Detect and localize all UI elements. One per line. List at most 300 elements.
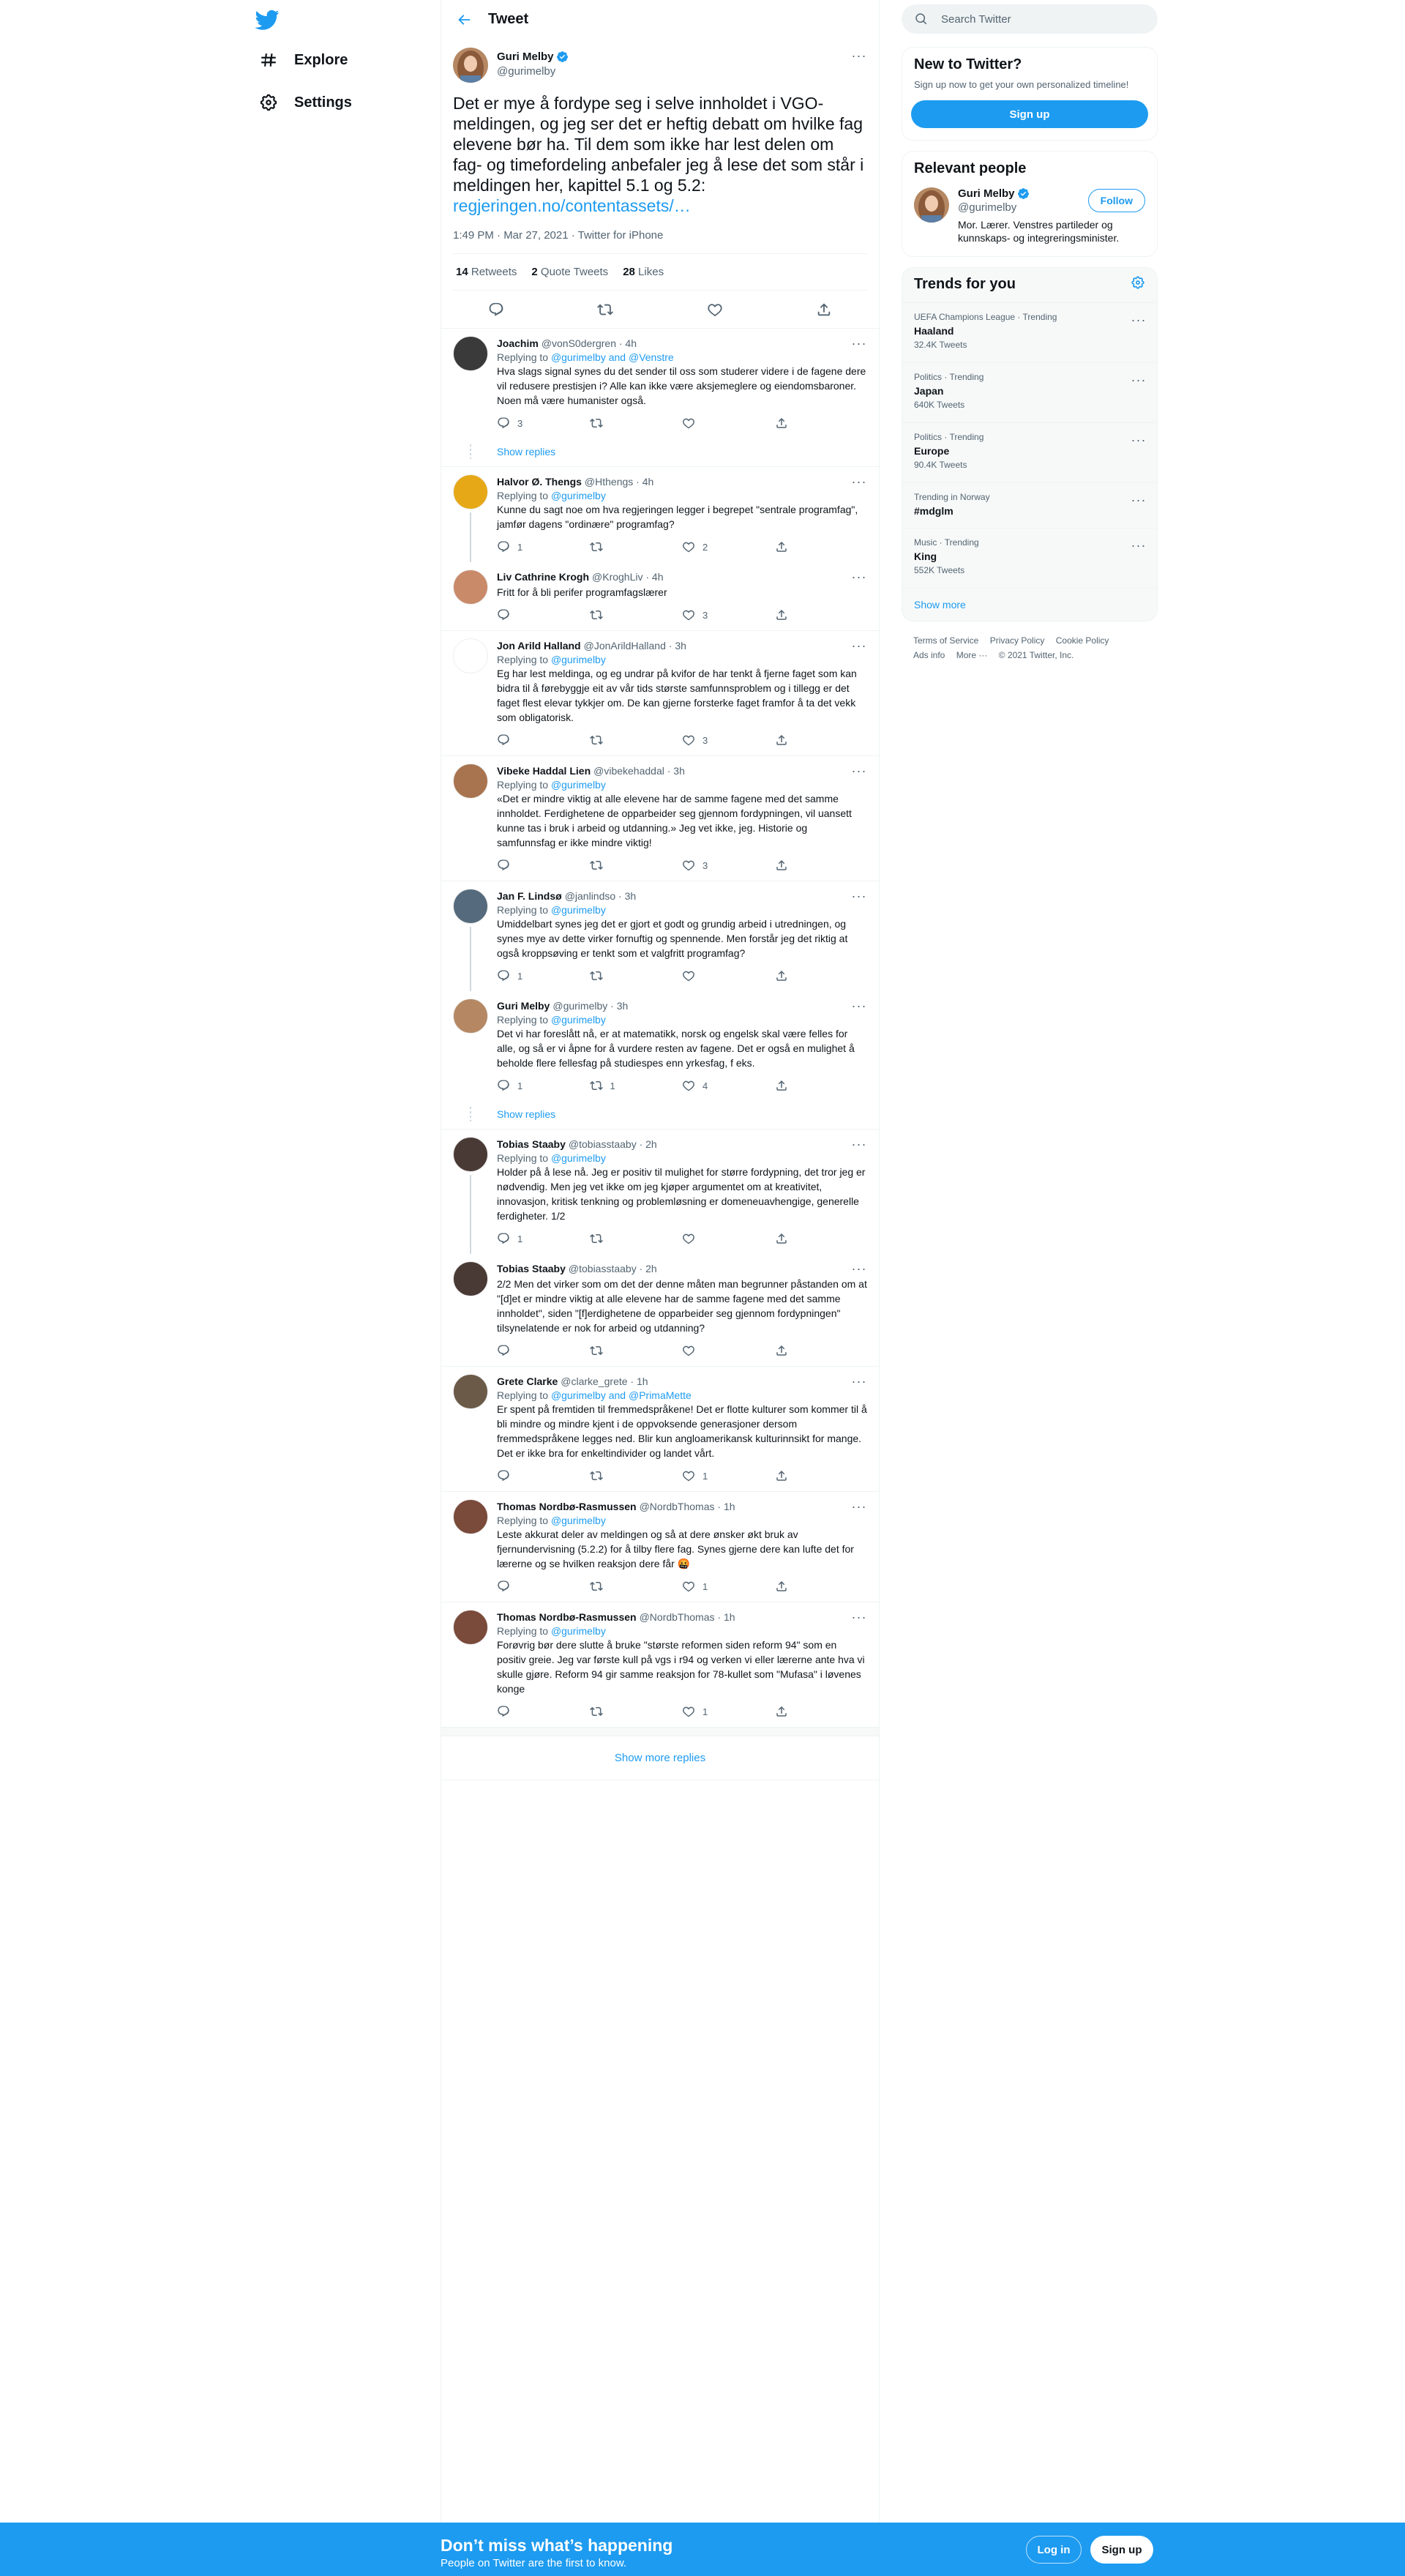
like-button[interactable] — [682, 1469, 775, 1482]
share-button[interactable] — [775, 1580, 868, 1593]
card-title: New to Twitter? — [914, 56, 1022, 72]
replying-to — [497, 351, 867, 363]
more-icon[interactable]: ··· — [851, 569, 867, 584]
retweet-icon — [590, 417, 603, 430]
reply-author-name[interactable]: Thomas Nordbø-Rasmussen — [497, 1501, 637, 1512]
replies-list — [441, 329, 879, 1728]
share-icon — [775, 859, 788, 872]
show-replies-label: Show replies — [497, 1108, 556, 1120]
share-icon — [775, 1232, 788, 1245]
trend-item[interactable] — [902, 423, 1157, 483]
reply-actions — [497, 1078, 867, 1094]
reply-button[interactable] — [497, 417, 590, 430]
more-icon[interactable]: ··· — [851, 474, 867, 489]
reply-button[interactable] — [497, 969, 590, 982]
reply-text: Holder på å lese nå. Jeg er positiv til mulighet for større fordypning, det tror jeg er nødvendig. Men jeg vet ikke om jeg kjøper argumentet om at kreativitet, innovasjon, kritisk tenkning og problemløsning er domeneuavhengige, generelle ferdigheter. 1/2 — [497, 1166, 866, 1222]
reply-icon — [497, 1344, 510, 1357]
reply-author-name[interactable]: Tobias Staaby — [497, 1263, 566, 1274]
like-icon — [682, 1079, 695, 1092]
replying-to-link[interactable]: @gurimelby — [550, 1014, 606, 1026]
trends-card — [902, 267, 1158, 621]
reply-tweet[interactable] — [441, 467, 879, 562]
trend-category: Trending in Norway — [914, 492, 990, 502]
share-icon[interactable] — [814, 300, 833, 319]
more-icon[interactable]: ··· — [851, 1136, 867, 1151]
reply-tweet[interactable] — [441, 881, 879, 991]
like-icon — [682, 417, 695, 430]
share-button[interactable] — [775, 733, 868, 747]
replying-label: Replying to — [497, 1625, 549, 1637]
like-count: 1 — [702, 1470, 708, 1482]
replying-to-link[interactable]: @gurimelby — [550, 1152, 606, 1164]
trend-category: Politics · Trending — [914, 372, 984, 382]
reply-button[interactable] — [497, 733, 590, 747]
reply-button[interactable] — [497, 540, 590, 553]
reply-icon — [497, 969, 510, 982]
like-button[interactable] — [682, 1705, 775, 1718]
like-icon — [682, 733, 695, 747]
footer-links — [902, 621, 1158, 662]
signup-banner — [0, 2523, 1405, 2576]
reply-button[interactable] — [497, 1079, 590, 1092]
retweet-icon — [590, 1705, 603, 1718]
avatar[interactable] — [453, 474, 488, 509]
like-button[interactable] — [682, 1079, 775, 1092]
nav-settings[interactable] — [258, 88, 352, 117]
card-title: Relevant people — [914, 160, 1027, 176]
like-button[interactable] — [682, 969, 775, 982]
like-icon[interactable] — [705, 300, 724, 319]
share-icon — [775, 1344, 788, 1357]
replying-label: Replying to — [497, 779, 549, 791]
share-button[interactable] — [775, 1232, 868, 1245]
retweet-icon — [590, 1344, 603, 1357]
retweet-button[interactable] — [590, 1344, 683, 1357]
reply-tweet[interactable] — [441, 1130, 879, 1254]
replying-to — [497, 1152, 867, 1164]
replying-to-link[interactable]: @gurimelby and @PrimaMette — [550, 1389, 692, 1401]
retweet-button[interactable] — [590, 733, 683, 747]
trend-count: 90.4K Tweets — [914, 460, 967, 470]
reply-author-name[interactable]: Jon Arild Halland — [497, 640, 581, 652]
page-title: Tweet — [488, 11, 529, 27]
main-column — [441, 0, 880, 2576]
share-icon — [775, 1705, 788, 1718]
card-subtitle: Sign up now to get your own personalized timeline! — [914, 79, 1129, 90]
retweet-icon[interactable] — [596, 300, 615, 319]
likes-count: 28 — [623, 266, 635, 278]
more-icon[interactable]: ··· — [851, 638, 867, 653]
reply-actions — [497, 1703, 867, 1720]
retweet-icon — [590, 859, 603, 872]
reply-icon — [497, 417, 510, 430]
replying-to — [497, 490, 867, 501]
avatar[interactable] — [453, 1261, 488, 1296]
like-button[interactable] — [682, 1344, 775, 1357]
like-count: 3 — [702, 734, 708, 746]
avatar[interactable] — [453, 1137, 488, 1172]
reply-author-handle[interactable]: @tobiasstaaby · 2h — [568, 1138, 657, 1150]
back-arrow-icon[interactable] — [452, 7, 476, 32]
reply-actions — [497, 1578, 867, 1594]
reply-text: Kunne du sagt noe om hva regjeringen legger i begrepet "sentrale programfag", jamfør dagens "ordinære" programfag? — [497, 504, 858, 530]
signup-button[interactable]: Sign up — [911, 100, 1148, 128]
twitter-logo-icon[interactable] — [255, 7, 280, 32]
verified-icon — [556, 51, 569, 63]
like-icon — [682, 1232, 695, 1245]
like-button[interactable] — [682, 733, 775, 747]
reply-author-name[interactable]: Liv Cathrine Krogh — [497, 571, 590, 583]
replying-to-link[interactable]: @gurimelby — [550, 1625, 606, 1637]
share-button[interactable] — [775, 540, 868, 553]
more-icon[interactable]: ··· — [851, 1261, 867, 1276]
avatar[interactable] — [453, 1610, 488, 1645]
page-header — [441, 0, 879, 39]
reply-icon — [497, 1580, 510, 1593]
more-icon[interactable]: ··· — [851, 763, 867, 778]
reply-button[interactable] — [497, 608, 590, 621]
person-bio: Mor. Lærer. Venstres partileder og kunnskaps- og integreringsminister. — [958, 219, 1120, 244]
reply-tweet[interactable] — [441, 1602, 879, 1727]
like-count: 4 — [702, 1080, 708, 1091]
reply-tweet[interactable] — [441, 991, 879, 1101]
like-count: 1 — [702, 1706, 708, 1717]
reply-author-handle[interactable]: @KroghLiv · 4h — [592, 571, 664, 583]
quotes-count: 2 — [531, 266, 538, 278]
tweet-actions — [441, 291, 879, 329]
main-tweet — [441, 39, 879, 291]
avatar[interactable] — [453, 336, 488, 371]
like-count: 3 — [702, 609, 708, 621]
reply-actions — [497, 1343, 867, 1359]
reply-actions — [497, 607, 867, 623]
more-icon[interactable]: ··· — [1131, 312, 1147, 327]
retweet-icon — [590, 1580, 603, 1593]
reply-author-handle[interactable]: @vibekehaddal · 3h — [593, 765, 685, 777]
retweet-button[interactable] — [590, 1580, 683, 1593]
reply-actions — [497, 1231, 867, 1247]
reply-author-handle[interactable]: @JonArildHalland · 3h — [583, 640, 686, 652]
login-button[interactable]: Log in — [1026, 2536, 1082, 2564]
reply-author-handle[interactable]: @vonS0dergren · 4h — [541, 337, 637, 349]
replying-label: Replying to — [497, 1152, 549, 1164]
person-handle: @gurimelby — [958, 201, 1017, 214]
replying-to — [497, 1389, 867, 1401]
replying-to — [497, 1515, 867, 1526]
reply-actions — [497, 968, 867, 984]
reply-author-handle[interactable]: @NordbThomas · 1h — [639, 1501, 735, 1512]
retweet-icon — [590, 733, 603, 747]
reply-text: Er spent på fremtiden til fremmedspråkene! Det er flotte kulturer som kommer til å bli mindre og mindre kjent i de oppvoksende generasjoner dersom fremmedspråkene legges ned. Blir kun angloamerikansk kulturinnsikt for mange. Det er ikke bra for enkeltindivider og landet vårt. — [497, 1403, 867, 1459]
trend-category: Music · Trending — [914, 537, 979, 548]
retweet-button[interactable] — [590, 608, 683, 621]
trend-category: Politics · Trending — [914, 432, 984, 442]
signup-button[interactable]: Sign up — [1090, 2536, 1153, 2564]
relevant-people-card — [902, 151, 1158, 257]
thread-line — [470, 512, 471, 562]
reply-button[interactable] — [497, 859, 590, 872]
reply-actions — [497, 415, 867, 431]
more-icon[interactable]: ··· — [851, 888, 867, 903]
share-button[interactable] — [775, 1344, 868, 1357]
reply-author-handle[interactable]: @clarke_grete · 1h — [561, 1375, 648, 1387]
like-count: 2 — [702, 541, 708, 553]
reply-icon — [497, 1079, 510, 1092]
follow-button[interactable]: Follow — [1088, 189, 1145, 212]
reply-author-name[interactable]: Tobias Staaby — [497, 1138, 566, 1150]
more-icon[interactable]: ··· — [851, 335, 867, 351]
like-button[interactable] — [682, 859, 775, 872]
reply-text: «Det er mindre viktig at alle elevene har de samme fagene med det samme innholdet. Ferdighetene de opparbeider seg gjennom fordypningen, vil uansett kunne tas i bruk i arbeid og utdanning.» Jeg vet ikke, jeg. Historie og samfunnsfag er ikke mindre viktig! — [497, 793, 852, 848]
retweet-button[interactable] — [590, 1469, 683, 1482]
replying-label: Replying to — [497, 1389, 549, 1401]
nav-explore[interactable] — [258, 45, 348, 75]
avatar[interactable] — [453, 1374, 488, 1409]
like-button[interactable] — [682, 1232, 775, 1245]
reply-icon — [497, 733, 510, 747]
terms-link[interactable]: Terms of Service — [913, 635, 979, 646]
quotes-stat[interactable] — [531, 266, 608, 278]
reply-tweet[interactable] — [441, 329, 879, 438]
replying-to-link[interactable]: @gurimelby — [550, 904, 606, 916]
replying-to-link[interactable]: @gurimelby — [550, 654, 606, 665]
more-icon[interactable]: ··· — [851, 48, 867, 63]
replying-to-link[interactable]: @gurimelby — [550, 779, 606, 791]
share-button[interactable] — [775, 1705, 868, 1718]
likes-stat[interactable] — [623, 266, 664, 278]
divider — [441, 1728, 879, 1736]
reply-tweet[interactable] — [441, 1367, 879, 1491]
replying-to — [497, 779, 867, 791]
share-button[interactable] — [775, 969, 868, 982]
retweet-button[interactable] — [590, 417, 683, 430]
reply-text: Forøvrig bør dere slutte å bruke "største reformen siden reform 94" som en positiv greie. Jeg var første kull på vgs i r94 og verken vi eller lærerne ante hva vi skulle gjøre. Reform 94 gir samme reaksjon for 78-kullet som "Mufasa" i løvenes konge — [497, 1639, 865, 1695]
reply-count: 1 — [517, 541, 523, 553]
reply-actions — [497, 1468, 867, 1484]
tweet-stats — [453, 254, 867, 291]
avatar[interactable] — [453, 570, 488, 605]
trend-name: King — [914, 550, 937, 562]
reply-button[interactable] — [497, 1469, 590, 1482]
thread-line — [470, 1175, 471, 1254]
trend-count: 552K Tweets — [914, 565, 965, 575]
retweet-button[interactable] — [590, 1232, 683, 1245]
reply-author-handle[interactable]: @NordbThomas · 1h — [639, 1611, 735, 1623]
reply-author-handle[interactable]: @janlindso · 3h — [564, 890, 637, 902]
person-name: Guri Melby — [958, 187, 1015, 200]
tweet-body: Det er mye å fordype seg i selve innholdet i VGO-meldingen, og jeg ser det er heftig debatt om hvilke fag elevene bør ha. Til dem som ikke har lest delen om fag- og timefordeling anbefaler jeg å lese det som står i meldingen her, kapittel 5.1 og 5.2: — [453, 94, 864, 195]
banner-subtitle: People on Twitter are the first to know. — [441, 2557, 627, 2569]
replying-to — [497, 654, 867, 665]
reply-text: Leste akkurat deler av meldingen og så at dere ønsker økt bruk av fjernundervisning (5.2.2) for å tilby flere fag. Synes gjerne dere kan lufte det for lærerne og se hvilken reaksjon dere får 🤬 — [497, 1528, 854, 1569]
like-icon — [682, 1580, 695, 1593]
reply-actions — [497, 857, 867, 873]
share-button[interactable] — [775, 417, 868, 430]
like-icon — [682, 540, 695, 553]
thread-line — [470, 927, 471, 991]
reply-text: Det vi har foreslått nå, er at matematikk, norsk og engelsk skal være felles for alle, og så er vi åpne for å vurdere resten av fagene. Det er også en mulighet å beholde flere fellesfag på studiespes enn yrkesfag, f eks. — [497, 1028, 855, 1069]
thread-dots — [470, 1107, 471, 1121]
avatar[interactable] — [453, 48, 488, 83]
share-button[interactable] — [775, 859, 868, 872]
reply-author-name[interactable]: Guri Melby — [497, 1000, 550, 1012]
avatar[interactable] — [914, 187, 949, 223]
reply-icon — [497, 608, 510, 621]
replying-label: Replying to — [497, 1014, 549, 1026]
retweet-icon — [590, 1232, 603, 1245]
more-link[interactable]: More ··· — [956, 650, 988, 660]
search-input[interactable] — [902, 4, 1158, 34]
show-more-replies-button[interactable]: Show more replies — [441, 1736, 879, 1780]
share-icon — [775, 733, 788, 747]
reply-button[interactable] — [497, 1580, 590, 1593]
avatar[interactable] — [453, 889, 488, 924]
quotes-label: Quote Tweets — [540, 266, 609, 278]
replying-to-link[interactable]: @gurimelby — [550, 490, 606, 501]
like-icon — [682, 1344, 695, 1357]
gear-icon — [258, 92, 280, 113]
author-name[interactable]: Guri Melby — [497, 51, 554, 63]
reply-author-name[interactable]: Thomas Nordbø-Rasmussen — [497, 1611, 637, 1623]
share-icon — [775, 969, 788, 982]
reply-icon — [497, 1705, 510, 1718]
ads-link[interactable]: Ads info — [913, 650, 945, 660]
retweet-button[interactable] — [590, 859, 683, 872]
trend-item[interactable] — [902, 363, 1157, 423]
reply-actions — [497, 732, 867, 748]
reply-count: 1 — [517, 1233, 523, 1244]
privacy-link[interactable]: Privacy Policy — [989, 635, 1045, 646]
reply-author-name[interactable]: Vibeke Haddal Lien — [497, 765, 591, 777]
show-replies-link[interactable] — [441, 1101, 879, 1129]
reply-actions — [497, 539, 867, 555]
thread-dots — [470, 444, 471, 459]
reply-text: Hva slags signal synes du det sender til oss som studerer videre i de fagene dere vil redusere prestisjen i? Alle kan ikke være aksjemeglere og eiendomsbaroner. Noen må være humanister også. — [497, 365, 866, 406]
author-handle[interactable]: @gurimelby — [497, 65, 556, 78]
trend-item[interactable] — [902, 483, 1157, 529]
trend-item[interactable] — [902, 303, 1157, 363]
more-icon[interactable]: ··· — [851, 1609, 867, 1624]
search-icon — [915, 12, 928, 26]
replying-to-link[interactable]: @gurimelby and @Venstre — [550, 351, 674, 363]
reply-icon — [497, 1232, 510, 1245]
avatar[interactable] — [453, 1499, 488, 1534]
like-button[interactable] — [682, 540, 775, 553]
like-count: 1 — [702, 1580, 708, 1592]
like-button[interactable] — [682, 417, 775, 430]
replying-to — [497, 1014, 867, 1026]
reply-author-handle[interactable]: @tobiasstaaby · 2h — [568, 1263, 657, 1274]
cookie-link[interactable]: Cookie Policy — [1055, 635, 1109, 646]
replying-label: Replying to — [497, 351, 549, 363]
reply-author-name[interactable]: Jan F. Lindsø — [497, 890, 562, 902]
share-icon — [775, 1079, 788, 1092]
banner-title: Don’t miss what’s happening — [441, 2536, 673, 2555]
verified-icon — [1017, 187, 1030, 200]
tweet-link[interactable]: regjeringen.no/contentassets/… — [453, 196, 691, 215]
replying-label: Replying to — [497, 654, 549, 665]
trend-name: #mdglm — [914, 505, 953, 517]
reply-icon[interactable] — [487, 300, 506, 319]
reply-tweet[interactable] — [441, 1254, 879, 1366]
retweet-button[interactable] — [590, 969, 683, 982]
reply-button[interactable] — [497, 1232, 590, 1245]
gear-icon[interactable] — [1131, 275, 1145, 294]
retweet-icon — [590, 969, 603, 982]
reply-author-name[interactable]: Grete Clarke — [497, 1375, 558, 1387]
retweets-stat[interactable] — [456, 266, 517, 278]
show-more-trends-link[interactable]: Show more — [914, 599, 966, 611]
person-item[interactable] — [902, 177, 1157, 256]
reply-author-name[interactable]: Joachim — [497, 337, 539, 349]
retweet-button[interactable] — [590, 1705, 683, 1718]
share-button[interactable] — [775, 1079, 868, 1092]
new-to-twitter-card — [902, 47, 1158, 141]
share-button[interactable] — [775, 1469, 868, 1482]
retweet-button[interactable] — [590, 1079, 683, 1092]
more-icon[interactable]: ··· — [1131, 537, 1147, 553]
more-icon[interactable]: ··· — [851, 998, 867, 1013]
more-icon[interactable]: ··· — [851, 1498, 867, 1514]
like-count: 3 — [702, 859, 708, 871]
share-icon — [775, 1580, 788, 1593]
like-button[interactable] — [682, 1580, 775, 1593]
reply-button[interactable] — [497, 1705, 590, 1718]
show-replies-link[interactable] — [441, 438, 879, 466]
reply-tweet[interactable] — [441, 631, 879, 755]
more-icon[interactable]: ··· — [1131, 492, 1147, 507]
trend-item[interactable] — [902, 529, 1157, 589]
reply-button[interactable] — [497, 1344, 590, 1357]
avatar[interactable] — [453, 764, 488, 799]
retweet-button[interactable] — [590, 540, 683, 553]
nav-settings-label: Settings — [294, 94, 352, 111]
reply-tweet[interactable] — [441, 1492, 879, 1602]
share-icon — [775, 608, 788, 621]
like-button[interactable] — [682, 608, 775, 621]
retweets-count: 14 — [456, 266, 468, 278]
avatar[interactable] — [453, 638, 488, 673]
more-icon[interactable]: ··· — [1131, 372, 1147, 387]
like-icon — [682, 859, 695, 872]
share-icon — [775, 417, 788, 430]
avatar[interactable] — [453, 998, 488, 1034]
share-icon — [775, 1469, 788, 1482]
reply-tweet[interactable] — [441, 562, 879, 630]
trend-name: Haaland — [914, 325, 954, 337]
reply-icon — [497, 540, 510, 553]
replying-to-link[interactable]: @gurimelby — [550, 1515, 606, 1526]
reply-author-handle[interactable]: @Hthengs · 4h — [584, 476, 654, 488]
tweet-text — [453, 93, 867, 216]
share-icon — [775, 540, 788, 553]
reply-tweet[interactable] — [441, 756, 879, 881]
reply-text: 2/2 Men det virker som om det der denne måten man begrunner påstanden om at "[d]et er mindre viktig at alle elevene har de samme fagene med det samme innholdet", siden "[f]erdighetene de opparbeider seg gjennom fordypningen" tilsynelatende er nok for arbeid og utdanning? — [497, 1278, 867, 1334]
replying-label: Replying to — [497, 904, 549, 916]
more-icon[interactable]: ··· — [851, 1373, 867, 1389]
retweet-count: 1 — [610, 1080, 615, 1091]
reply-author-name[interactable]: Halvor Ø. Thengs — [497, 476, 582, 488]
reply-author-handle[interactable]: @gurimelby · 3h — [552, 1000, 629, 1012]
reply-text: Fritt for å bli perifer programfagslærer — [497, 586, 667, 598]
trend-count: 640K Tweets — [914, 400, 965, 410]
more-icon[interactable]: ··· — [1131, 432, 1147, 447]
retweets-label: Retweets — [471, 266, 517, 278]
trend-count: 32.4K Tweets — [914, 340, 967, 350]
trend-category: UEFA Champions League · Trending — [914, 312, 1057, 322]
share-button[interactable] — [775, 608, 868, 621]
tweet-timestamp[interactable]: 1:49 PM · Mar 27, 2021 · Twitter for iPhone — [453, 229, 867, 254]
